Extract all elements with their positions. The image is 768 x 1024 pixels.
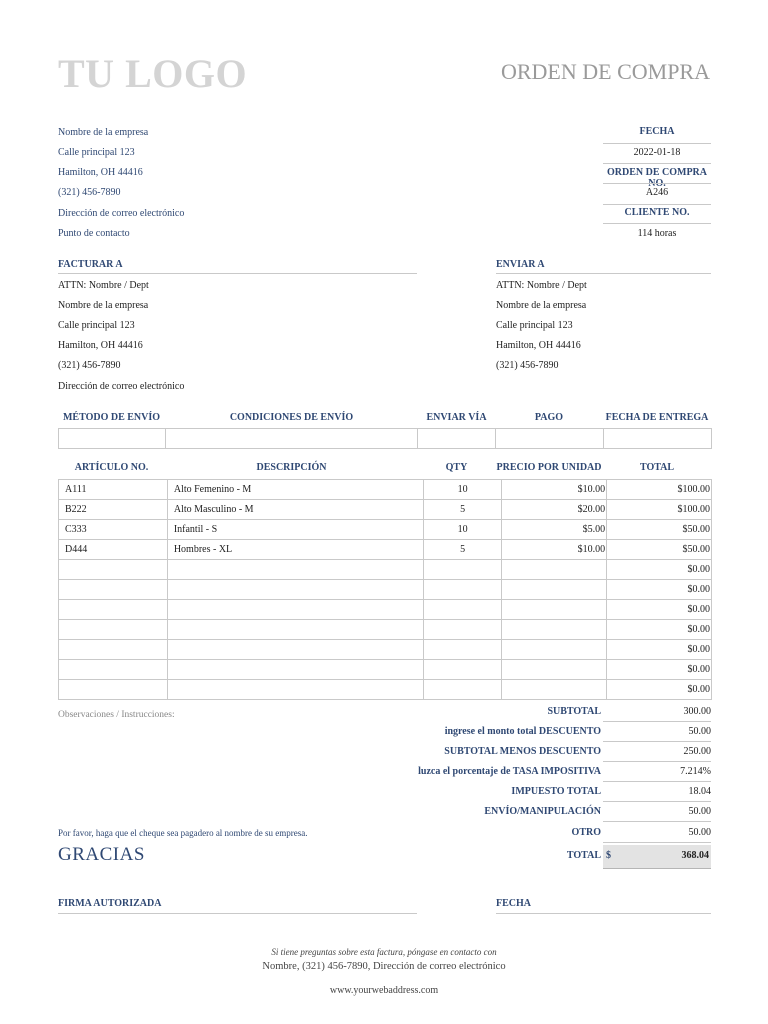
shipping-table [58, 428, 712, 449]
item-unit-price-cell[interactable]: $20.00 [502, 500, 607, 520]
bill-to-line: Dirección de correo electrónico [58, 381, 185, 392]
po-value: A246 [645, 187, 669, 198]
footer-web-link[interactable]: www.yourwebaddress.com [329, 985, 439, 996]
item-unit-price-cell[interactable] [502, 660, 607, 680]
other-value[interactable]: 50.00 [688, 827, 711, 838]
shipping-header: PAGO [534, 412, 564, 423]
item-sku-cell[interactable] [59, 560, 168, 580]
item-description-cell[interactable] [167, 560, 423, 580]
table-row [59, 660, 712, 680]
item-sku-cell[interactable]: B222 [59, 500, 168, 520]
signature-date-label: FECHA [496, 898, 711, 914]
items-header: QTY [445, 462, 468, 473]
items-table [58, 479, 712, 700]
footer-contact: Nombre, (321) 456-7890, Dirección de correo electrónico [262, 961, 506, 972]
items-header: ARTÍCULO NO. [74, 462, 149, 473]
company-city: Hamilton, OH 44416 [58, 167, 143, 178]
subtotal-label: SUBTOTAL [547, 706, 601, 717]
company-contact: Punto de contacto [58, 228, 130, 239]
item-unit-price-cell[interactable] [502, 600, 607, 620]
ship-to-line: (321) 456-7890 [496, 360, 559, 371]
item-qty-cell[interactable] [423, 640, 502, 660]
discount-value[interactable]: 50.00 [688, 726, 711, 737]
item-sku-cell[interactable] [59, 680, 168, 700]
meta-divider [603, 223, 711, 224]
client-value: 114 horas [637, 228, 677, 239]
shipping-handling-label: ENVÍO/MANIPULACIÓN [484, 806, 601, 817]
bill-to-line: Hamilton, OH 44416 [58, 340, 143, 351]
item-total-cell[interactable]: $0.00 [607, 640, 712, 660]
shipping-header: MÉTODO DE ENVÍO [62, 412, 161, 423]
item-sku-cell[interactable]: C333 [59, 520, 168, 540]
discount-label: ingrese el monto total DESCUENTO [444, 726, 601, 737]
company-street: Calle principal 123 [58, 147, 135, 158]
item-qty-cell[interactable]: 5 [423, 540, 502, 560]
tax-rate-label: luzca el porcentaje de TASA IMPOSITIVA [418, 766, 601, 777]
items-header: TOTAL [639, 462, 675, 473]
item-qty-cell[interactable] [423, 660, 502, 680]
shipping-header: ENVIAR VÍA [426, 412, 487, 423]
meta-divider [603, 163, 711, 164]
bill-to-line: Calle principal 123 [58, 320, 135, 331]
logo: TU LOGO [58, 51, 248, 96]
item-unit-price-cell[interactable] [502, 580, 607, 600]
items-header: PRECIO POR UNIDAD [496, 462, 602, 473]
item-unit-price-cell[interactable] [502, 620, 607, 640]
meta-divider [603, 143, 711, 144]
shipping-header: CONDICIONES DE ENVÍO [229, 412, 354, 423]
bill-to-line: Nombre de la empresa [58, 300, 149, 311]
notes-label: Observaciones / Instrucciones: [58, 710, 175, 720]
item-qty-cell[interactable] [423, 680, 502, 700]
item-sku-cell[interactable] [59, 660, 168, 680]
item-total-cell[interactable]: $0.00 [607, 620, 712, 640]
ship-to-label: ENVIAR A [496, 259, 711, 274]
item-description-cell[interactable] [167, 580, 423, 600]
item-sku-cell[interactable]: A111 [59, 480, 168, 500]
meta-divider [603, 183, 711, 184]
item-description-cell[interactable] [167, 640, 423, 660]
grand-total-label: TOTAL [566, 850, 601, 861]
item-description-cell[interactable] [167, 600, 423, 620]
po-label: ORDEN DE COMPRA NO. [607, 167, 707, 189]
payable-note: Por favor, haga que el cheque sea pagadero al nombre de su empresa. [58, 828, 308, 838]
meta-divider [603, 204, 711, 205]
item-unit-price-cell[interactable] [502, 680, 607, 700]
document-title: ORDEN DE COMPRA [500, 59, 710, 84]
item-sku-cell[interactable] [59, 600, 168, 620]
total-tax-value: 18.04 [688, 786, 711, 797]
totals-divider [603, 741, 711, 742]
item-total-cell[interactable]: $100.00 [607, 500, 712, 520]
bill-to-label: FACTURAR A [58, 259, 417, 274]
tax-rate-value[interactable]: 7.214% [680, 766, 711, 777]
date-value: 2022-01-18 [633, 147, 681, 158]
other-label: OTRO [571, 827, 601, 838]
shipping-method-cell[interactable] [59, 429, 166, 449]
item-unit-price-cell[interactable]: $5.00 [502, 520, 607, 540]
item-total-cell[interactable]: $0.00 [607, 600, 712, 620]
item-unit-price-cell[interactable] [502, 560, 607, 580]
item-total-cell[interactable]: $100.00 [607, 480, 712, 500]
ship-via-cell[interactable] [418, 429, 495, 449]
item-unit-price-cell[interactable] [502, 640, 607, 660]
shipping-handling-value[interactable]: 50.00 [688, 806, 711, 817]
shipping-terms-cell[interactable] [166, 429, 418, 449]
table-row [59, 500, 712, 520]
bill-to-line: ATTN: Nombre / Dept [58, 280, 149, 291]
bill-to-line: (321) 456-7890 [58, 360, 121, 371]
table-row [59, 560, 712, 580]
ship-to-line: Calle principal 123 [496, 320, 573, 331]
currency-symbol: $ [606, 850, 611, 861]
item-qty-cell[interactable]: 5 [423, 500, 502, 520]
table-row [59, 480, 712, 500]
item-total-cell[interactable]: $50.00 [607, 520, 712, 540]
ship-to-line: ATTN: Nombre / Dept [496, 280, 587, 291]
subtotal-value: 300.00 [683, 706, 711, 717]
item-unit-price-cell[interactable]: $10.00 [502, 480, 607, 500]
item-total-cell[interactable]: $0.00 [607, 660, 712, 680]
subtotal-less-discount-label: SUBTOTAL MENOS DESCUENTO [444, 746, 601, 757]
ship-to-line: Nombre de la empresa [496, 300, 587, 311]
table-row [59, 520, 712, 540]
item-total-cell[interactable]: $0.00 [607, 680, 712, 700]
client-label: CLIENTE NO. [624, 207, 690, 218]
item-qty-cell[interactable]: 10 [423, 520, 502, 540]
totals-divider [603, 761, 711, 762]
table-row [59, 540, 712, 560]
company-email: Dirección de correo electrónico [58, 208, 185, 219]
item-sku-cell[interactable] [59, 640, 168, 660]
item-total-cell[interactable]: $0.00 [607, 580, 712, 600]
company-name: Nombre de la empresa [58, 127, 149, 138]
thanks-text: GRACIAS [58, 844, 145, 865]
item-qty-cell[interactable] [423, 620, 502, 640]
table-row [59, 680, 712, 700]
payment-cell[interactable] [495, 429, 603, 449]
company-phone: (321) 456-7890 [58, 187, 121, 198]
total-tax-label: IMPUESTO TOTAL [511, 786, 601, 797]
table-row [59, 580, 712, 600]
totals-divider [603, 721, 711, 722]
totals-divider [603, 821, 711, 822]
footer-question: Si tiene preguntas sobre esta factura, póngase en contacto con [271, 947, 497, 957]
grand-total-box [603, 845, 711, 869]
ship-to-line: Hamilton, OH 44416 [496, 340, 581, 351]
items-header: DESCRIPCIÓN [256, 462, 327, 473]
subtotal-less-discount-value: 250.00 [683, 746, 711, 757]
item-description-cell[interactable] [167, 620, 423, 640]
item-qty-cell[interactable]: 10 [423, 480, 502, 500]
item-description-cell[interactable]: Hombres - XL [167, 540, 423, 560]
item-description-cell[interactable]: Infantil - S [167, 520, 423, 540]
item-qty-cell[interactable] [423, 560, 502, 580]
item-qty-cell[interactable] [423, 580, 502, 600]
item-unit-price-cell[interactable]: $10.00 [502, 540, 607, 560]
item-description-cell[interactable] [167, 680, 423, 700]
table-row [59, 620, 712, 640]
item-total-cell[interactable]: $0.00 [607, 560, 712, 580]
item-sku-cell[interactable] [59, 580, 168, 600]
table-row [59, 640, 712, 660]
totals-divider [603, 842, 711, 843]
item-description-cell[interactable]: Alto Femenino - M [167, 480, 423, 500]
item-description-cell[interactable]: Alto Masculino - M [167, 500, 423, 520]
table-row [59, 600, 712, 620]
shipping-header: FECHA DE ENTREGA [605, 412, 709, 423]
item-sku-cell[interactable]: D444 [59, 540, 168, 560]
item-qty-cell[interactable] [423, 600, 502, 620]
date-label: FECHA [639, 126, 675, 137]
item-total-cell[interactable]: $50.00 [607, 540, 712, 560]
item-description-cell[interactable] [167, 660, 423, 680]
signature-label: FIRMA AUTORIZADA [58, 898, 417, 914]
totals-divider [603, 801, 711, 802]
totals-divider [603, 781, 711, 782]
delivery-date-cell[interactable] [603, 429, 711, 449]
item-sku-cell[interactable] [59, 620, 168, 640]
grand-total-value: 368.04 [681, 850, 709, 861]
